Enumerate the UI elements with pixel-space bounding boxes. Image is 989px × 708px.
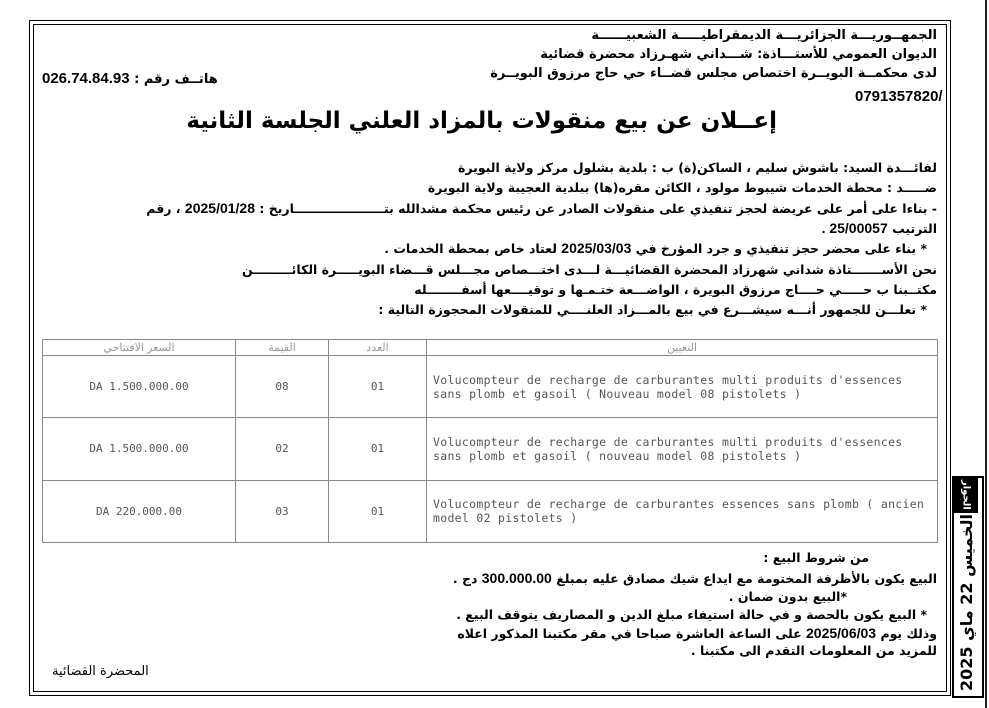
announcement-line: * نعلـــن للجمهور أنـــه سيشـــرع في بيع بالمـــزاد العلنــــي للمنقولات المحجوزة التالية : bbox=[378, 302, 927, 317]
condition-date bbox=[457, 625, 937, 641]
seizure-text-end: لعتاد خاص بمحطة الخدمات . bbox=[384, 241, 557, 256]
sale-date: 2025/06/03 bbox=[806, 625, 877, 641]
table-row bbox=[43, 418, 938, 480]
side-date: الخميس 22 ماي 2025 bbox=[956, 513, 976, 691]
table-row bbox=[43, 480, 938, 542]
defendant-line: ضـــــد : محطة الخدمات شيبوط مولود ، الكائن مقره(ها) ببلدية العجيبة ولاية البويرة bbox=[427, 180, 937, 195]
table-row bbox=[43, 356, 938, 418]
office-line: مكتــبنا ب حـــــي حــــاج مرزوق البويرة ، الواضـــعة ختـمـها و توقيــــعها أسفــــــــله bbox=[414, 282, 937, 297]
page-edge-line bbox=[985, 0, 987, 708]
table-header-row bbox=[43, 340, 938, 356]
order-date: 2025/01/28 bbox=[184, 200, 255, 216]
order-text-end: ، رقم bbox=[146, 201, 181, 216]
header-republic: الجمهــوريـــة الجزائريـــة الديمقراطيـــــة الشعبيــــــة bbox=[591, 28, 937, 43]
row-price: DA 220.000.00 bbox=[43, 480, 236, 542]
header-description: التعيين bbox=[427, 340, 938, 356]
order-text: - بناءا على أمر على عريضة لحجز تنفيذي على منقولات الصادر عن رئيس محكمة مشدالله بتـــــــــــــــــــــاريخ : bbox=[259, 201, 937, 216]
beneficiary-line: لفائـــدة السيد: باشوش سليم ، الساكن(ة) ب : بلدية بشلول مركز ولاية البويرة bbox=[458, 160, 937, 175]
row-price: DA 1.500.000.00 bbox=[43, 356, 236, 418]
phone-number: 026.74.84.93 bbox=[42, 70, 130, 87]
bailiff-line: نحن الأســـــــتاذة شداني شهرزاد المحضرة القضائيـــة لـــدى اختـــصاص مجـــلس قـــضاء البويـــــرة الكائـــــــــن bbox=[241, 262, 937, 277]
row-value: 02 bbox=[236, 418, 329, 480]
header-price: السعر الافتتاحي bbox=[43, 340, 236, 356]
row-description: Volucompteur de recharge de carburantes essences sans plomb ( ancien model 02 pistolets ) bbox=[427, 480, 938, 542]
conditions-heading: من شروط البيع : bbox=[763, 550, 869, 565]
order-number: 25/00057 . bbox=[821, 220, 888, 236]
row-price: DA 1.500.000.00 bbox=[43, 418, 236, 480]
deposit-currency: دج . bbox=[452, 571, 478, 586]
condition-info: للمزيد من المعلومات التقدم الى مكتبنا . bbox=[690, 643, 937, 658]
items-table bbox=[42, 339, 938, 543]
seizure-line bbox=[384, 240, 927, 256]
signature: المحضرة القضائية bbox=[52, 664, 149, 679]
sale-date-label: وذلك يوم bbox=[880, 626, 937, 641]
sale-time-place: على الساعة العاشرة صباحا في مقر مكتبنا المذكور اعلاه bbox=[457, 626, 802, 641]
order-number-line bbox=[822, 220, 937, 236]
condition-deposit bbox=[453, 570, 937, 586]
header-mobile: 0791357820/ bbox=[855, 88, 943, 105]
row-description: Volucompteur de recharge de carburantes multi produits d'essences sans plomb et gasoil ( Nouveau model 08 pistolets ) bbox=[427, 356, 938, 418]
header-count: العدد bbox=[329, 340, 427, 356]
header-value: القيمة bbox=[236, 340, 329, 356]
row-count: 01 bbox=[329, 356, 427, 418]
order-number-label: الترتيب bbox=[892, 221, 937, 236]
condition-stop: * البيع يكون بالحصة و في حالة استيفاء مبلغ الدين و المصاريف يتوقف البيع . bbox=[456, 607, 927, 622]
row-count: 01 bbox=[329, 480, 427, 542]
header-phone bbox=[42, 70, 218, 87]
row-value: 03 bbox=[236, 480, 329, 542]
deposit-amount: 300.000.00 bbox=[481, 570, 552, 586]
newspaper-logo: الحوار bbox=[954, 477, 978, 513]
header-court: لدى محكمــة البويــرة اختصاص مجلس قضــاء حي حاج مرزوق البويــرة bbox=[490, 66, 937, 81]
condition-no-guarantee: *البيع بدون ضمان . bbox=[728, 589, 847, 604]
header-office: الديوان العمومي للأستـــاذة: شـــداني شهـرزاد محضرة قضائية bbox=[540, 47, 937, 62]
phone-label: هاتــف رقم : bbox=[134, 72, 218, 87]
seizure-text: * بناء على محضر حجز تنفيذي و جرد المؤرخ في bbox=[635, 241, 927, 256]
order-line bbox=[146, 200, 937, 216]
row-count: 01 bbox=[329, 418, 427, 480]
seizure-date: 2025/03/03 bbox=[561, 240, 632, 256]
deposit-text: البيع يكون بالأظرفة المختومة مع ايداع شيك مصادق عليه بمبلغ bbox=[556, 571, 937, 586]
row-value: 08 bbox=[236, 356, 329, 418]
side-date-strip bbox=[952, 510, 980, 694]
page-title: إعــلان عن بيع منقولات بالمزاد العلني الجلسة الثانية bbox=[186, 108, 777, 134]
row-description: Volucompteur de recharge de carburantes multi produits d'essences sans plomb et gasoil ( nouveau model 08 pistolets ) bbox=[427, 418, 938, 480]
